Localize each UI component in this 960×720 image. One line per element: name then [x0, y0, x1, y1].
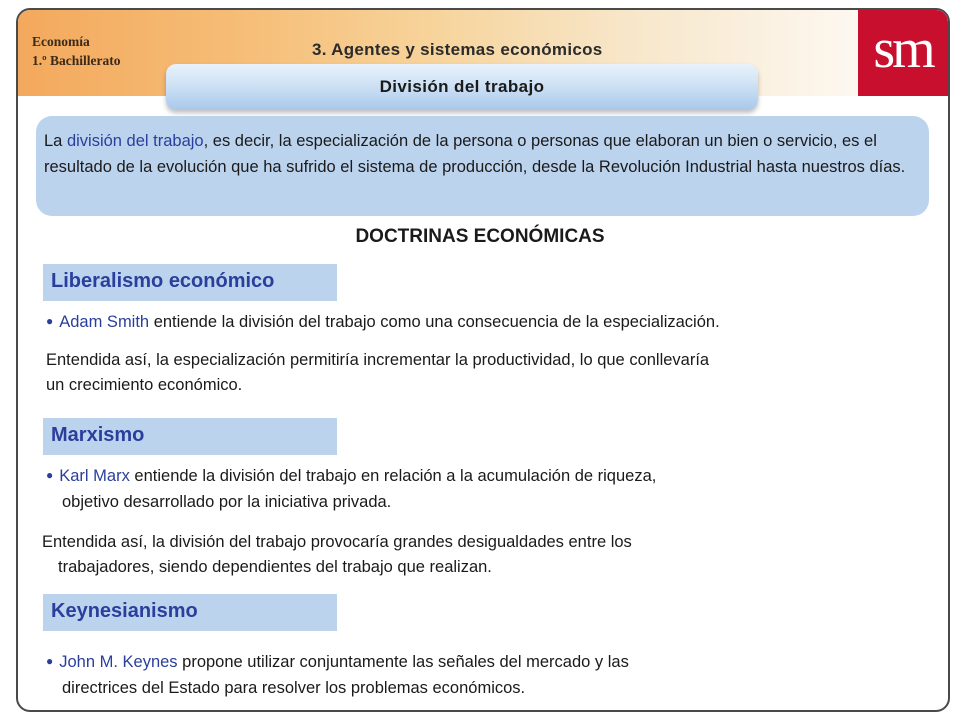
keynesianismo-bullet: [46, 650, 936, 701]
unit-title: 3. Agentes y sistemas económicos: [312, 40, 603, 59]
intro-prefix: La: [44, 132, 67, 150]
sm-logo: [858, 10, 948, 96]
bullet-icon: ●: [46, 654, 54, 668]
liberalismo-para-line2: un crecimiento económico.: [46, 376, 243, 394]
liberalismo-bullet-text: entiende la división del trabajo como una consecuencia de la especialización.: [149, 313, 720, 331]
bullet-icon: ●: [46, 468, 54, 482]
course-level: 1.º Bachillerato: [32, 53, 121, 68]
bullet-icon: ●: [46, 314, 54, 328]
keynesianismo-bullet-line1: propone utilizar conjuntamente las señales del mercado y las: [177, 653, 629, 671]
label-marxismo: Marxismo: [43, 418, 337, 455]
course-label: [32, 32, 120, 70]
liberalismo-bullet: [46, 310, 936, 336]
author-marx: Karl Marx: [59, 467, 130, 485]
keynesianismo-bullet-line2: directrices del Estado para resolver los problemas económicos.: [62, 679, 526, 697]
marxismo-paragraph: [42, 530, 932, 580]
section-title: División del trabajo: [166, 64, 758, 110]
liberalismo-para-line1: Entendida así, la especialización permitiría incrementar la productividad, lo que conllevaría: [46, 351, 710, 369]
logo-text: sm: [873, 18, 933, 80]
marxismo-bullet-line2: objetivo desarrollado por la iniciativa privada.: [62, 493, 392, 511]
intro-text: , es decir, la especialización de la persona o personas que elaboran un bien o servicio, es el resultado de la evolución que ha sufrido el sistema de producción, desde la Revolución Industrial hasta nuestros días.: [44, 132, 906, 176]
marxismo-bullet: [46, 464, 936, 515]
intro-box: [36, 116, 929, 216]
doctrinas-heading: DOCTRINAS ECONÓMICAS: [355, 226, 605, 247]
slide-frame: [16, 8, 950, 712]
marxismo-para-line1: Entendida así, la división del trabajo provocaría grandes desigualdades entre los: [42, 533, 632, 551]
course-subject: Economía: [32, 34, 90, 49]
marxismo-bullet-line1: entiende la división del trabajo en relación a la acumulación de riqueza,: [129, 467, 657, 485]
intro-highlight: división del trabajo: [66, 132, 204, 150]
author-smith: Adam Smith: [59, 313, 150, 331]
marxismo-para-line2: trabajadores, siendo dependientes del trabajo que realizan.: [58, 558, 492, 576]
author-keynes: John M. Keynes: [59, 653, 178, 671]
liberalismo-paragraph: [46, 348, 936, 398]
label-keynesianismo: Keynesianismo: [43, 594, 337, 631]
label-liberalismo: Liberalismo económico: [43, 264, 337, 301]
